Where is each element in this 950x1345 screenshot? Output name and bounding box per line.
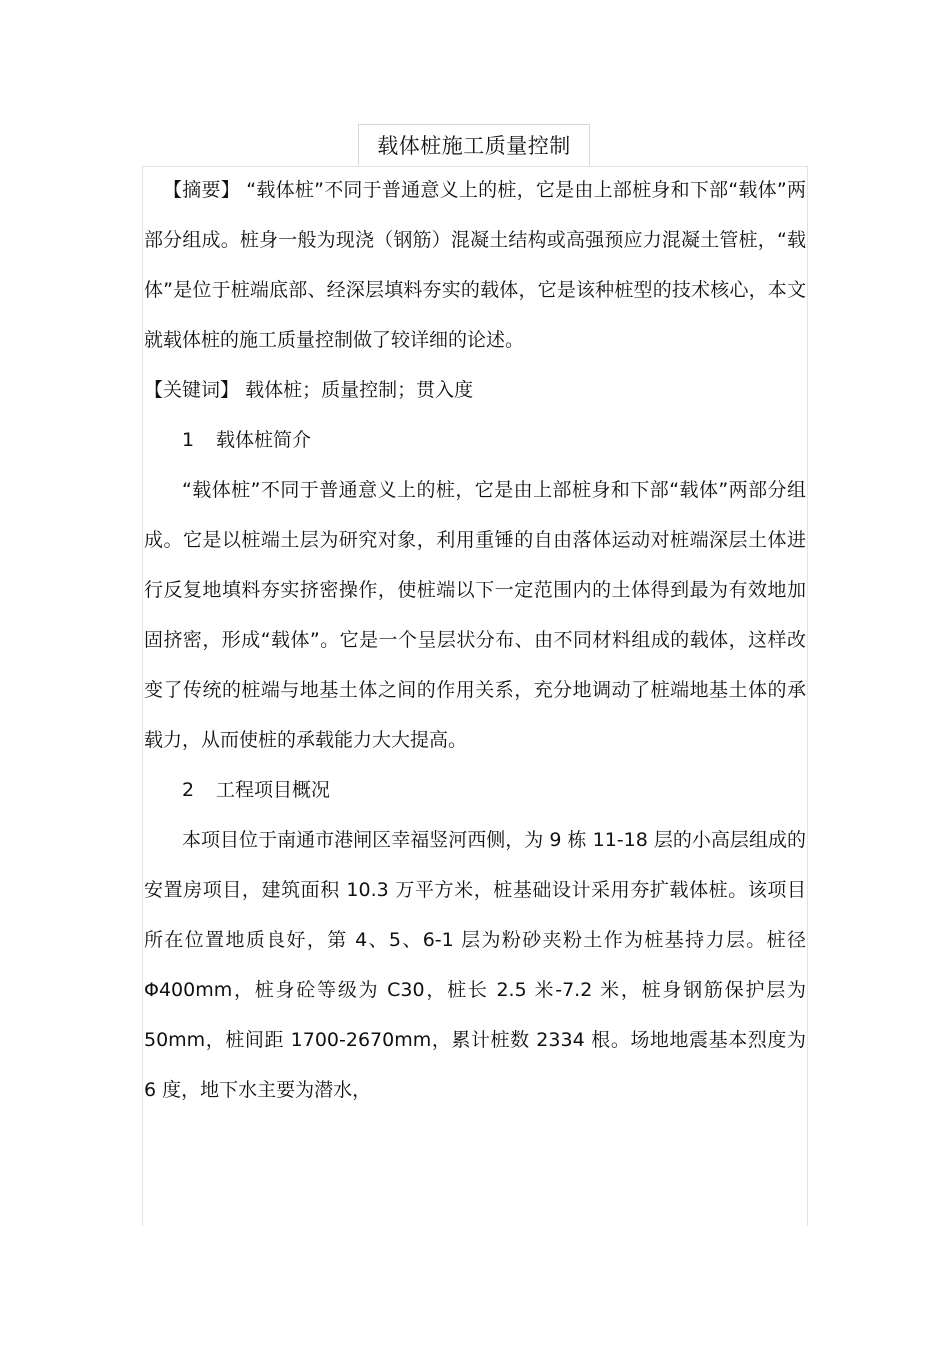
section-heading-1: [144, 415, 806, 465]
section-paragraph-2: 本项目位于南通市港闸区幸福竖河西侧，为 9 栋 11-18 层的小高层组成的安置房项目，建筑面积 10.3 万平方米，桩基础设计采用夯扩载体桩。该项目所在位置地质良好，第 4、5、6-1 层为粉砂夹粉土作为桩基持力层。桩径 Φ400mm，桩身砼等级为 C30，桩长 2.5 米-7.2 米，桩身钢筋保护层为 50mm，桩间距 1700-2670mm，累计桩数 2334 根。场地地震基本烈度为 6 度，地下水主要为潜水，: [144, 829, 806, 1101]
abstract-text: “载体桩”不同于普通意义上的桩，它是由上部桩身和下部“载体”两部分组成。桩身一般为现浇（钢筋）混凝土结构或高强预应力混凝土管桩，“载体”是位于桩端底部、经深层填料夯实的载体，它是该种桩型的技术核心，本文就载体桩的施工质量控制做了较详细的论述。: [144, 179, 806, 351]
section-paragraph-1: “载体桩”不同于普通意义上的桩，它是由上部桩身和下部“载体”两部分组成。它是以桩端土层为研究对象，利用重锤的自由落体运动对桩端深层土体进行反复地填料夯实挤密操作，使桩端以下一定范围内的土体得到最为有效地加固挤密，形成“载体”。它是一个呈层状分布、由不同材料组成的载体，这样改变了传统的桩端与地基土体之间的作用关系，充分地调动了桩端地基土体的承载力，从而使桩的承载能力大大提高。: [144, 479, 806, 751]
page-title: 载体桩施工质量控制: [377, 134, 571, 158]
abstract-label: 【摘要】: [163, 179, 240, 201]
keywords-paragraph: [144, 365, 806, 415]
section-number: 2: [182, 779, 195, 801]
section-heading-2: [144, 765, 806, 815]
section-title: 载体桩简介: [216, 429, 312, 451]
abstract-paragraph: [144, 165, 806, 365]
keywords-text: 载体桩；质量控制；贯入度: [245, 379, 474, 401]
section-number: 1: [182, 429, 195, 451]
document-body: [144, 165, 806, 1115]
section-title: 工程项目概况: [216, 779, 331, 801]
keywords-label: 【关键词】: [144, 379, 240, 401]
